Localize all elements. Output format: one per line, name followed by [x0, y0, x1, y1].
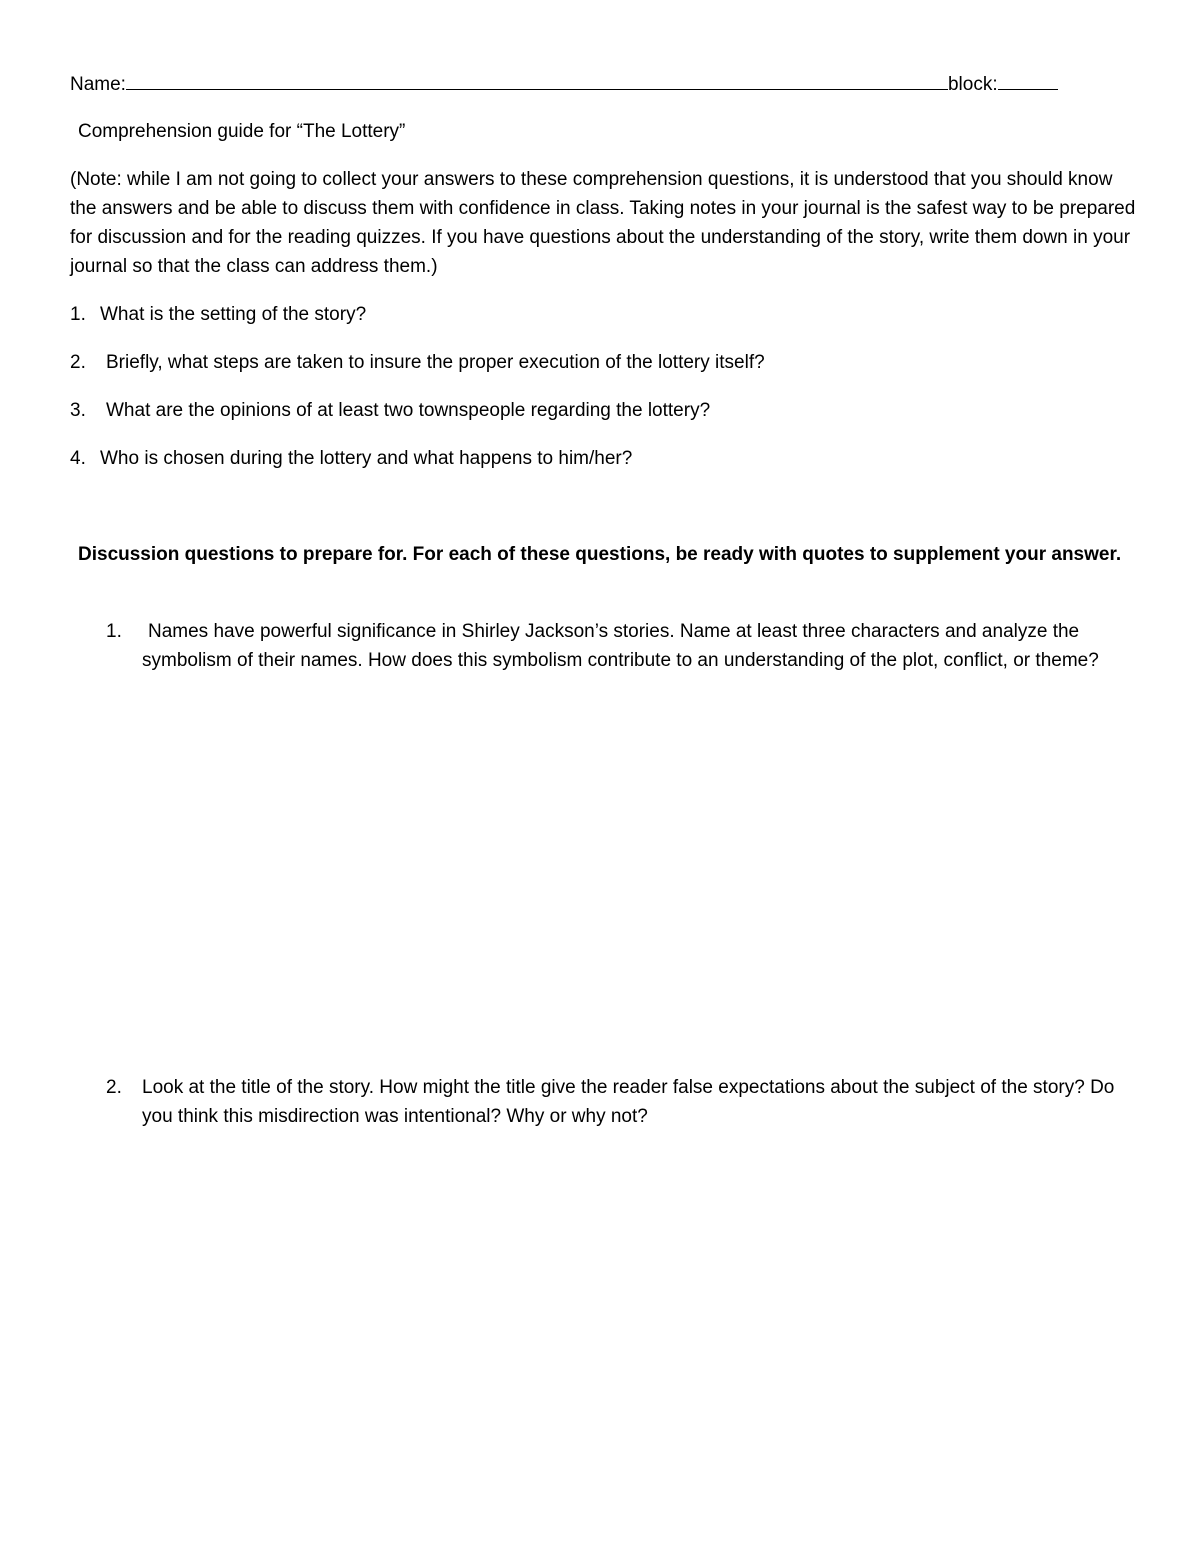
- question-text: What are the opinions of at least two townspeople regarding the lottery?: [106, 400, 711, 421]
- question-number: 2.: [106, 1077, 122, 1098]
- question-number: 1.: [106, 621, 122, 642]
- question-text: Look at the title of the story. How might the title give the reader false expectations about the subject of the story? Do you think this misdirection was intentional? Why or why not?: [142, 1077, 1115, 1127]
- block-blank[interactable]: [998, 71, 1058, 90]
- question-number: 3.: [70, 400, 86, 421]
- discussion-heading: [70, 540, 1130, 569]
- question-number: 1.: [70, 304, 86, 325]
- comprehension-question-2: [70, 348, 1130, 377]
- name-blank[interactable]: [126, 71, 948, 90]
- page-title: Comprehension guide for “The Lottery”: [78, 121, 406, 142]
- question-text: Briefly, what steps are taken to insure the proper execution of the lottery itself?: [106, 352, 765, 373]
- question-number: 2.: [70, 352, 86, 373]
- question-number: 4.: [70, 448, 86, 469]
- block-label: block:: [947, 74, 998, 95]
- discussion-question-1: [106, 617, 1136, 675]
- question-text: What is the setting of the story?: [100, 304, 367, 325]
- comprehension-question-3: [70, 396, 1130, 425]
- comprehension-question-4: [70, 444, 1130, 473]
- name-label: Name:: [70, 74, 126, 95]
- name-block-line: [70, 70, 1080, 99]
- note-paragraph: [70, 165, 1140, 281]
- discussion-heading-text: Discussion questions to prepare for. For each of these questions, be ready with quotes to supplement your answer.: [78, 544, 1122, 565]
- question-text: Who is chosen during the lottery and what happens to him/her?: [100, 448, 633, 469]
- comprehension-question-1: [70, 300, 1130, 329]
- question-text: Names have powerful significance in Shirley Jackson’s stories. Name at least three characters and analyze the symbolism of their names. How does this symbolism contribute to an understanding of the plot, conflict, or theme?: [142, 621, 1099, 671]
- note-text: (Note: while I am not going to collect your answers to these comprehension questions, it is understood that you should know the answers and be able to discuss them with confidence in class. Taking notes in your journal is the safest way to be prepared for discussion and for the reading quizzes. If you have questions about the understanding of the story, write them down in your journal so that the class can address them.): [70, 169, 1136, 277]
- discussion-question-2: [106, 1073, 1136, 1131]
